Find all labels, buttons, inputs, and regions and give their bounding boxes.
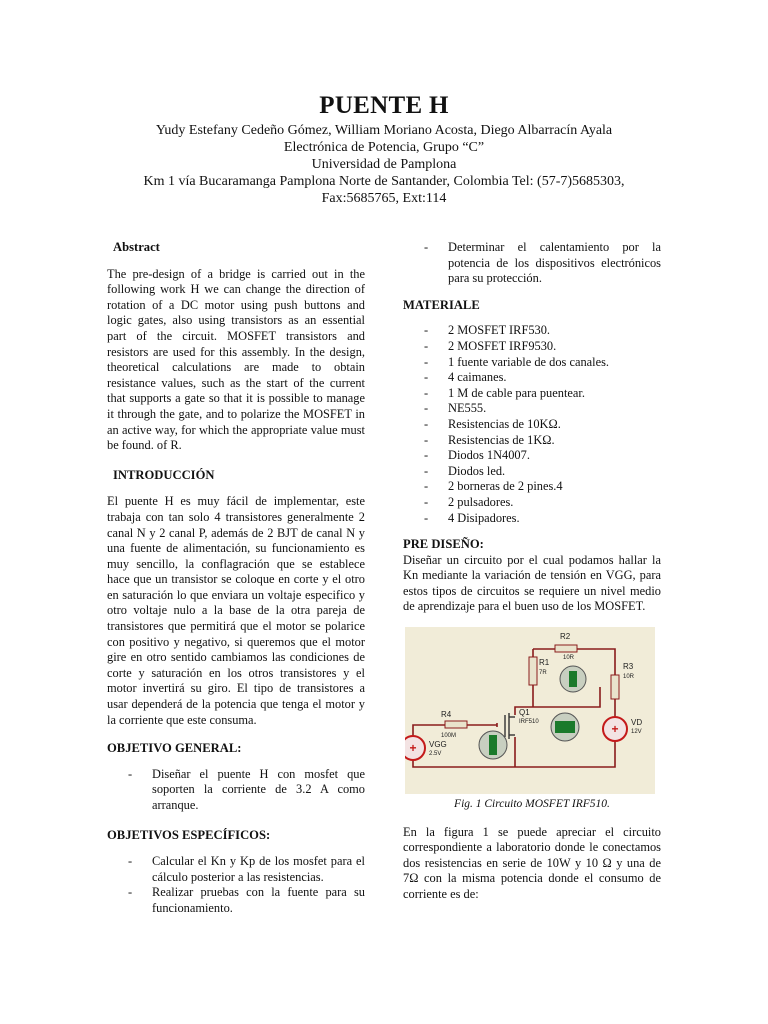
- label-vd-value: 12V: [631, 729, 642, 736]
- circuit-figure: [405, 627, 655, 794]
- resistor-r1: [529, 657, 537, 685]
- label-vgg: VGG: [429, 740, 447, 750]
- left-column: [107, 240, 365, 917]
- meter-2-display: [555, 721, 575, 733]
- list-item: - 4 Disipadores.: [403, 511, 661, 527]
- address-line-1: Km 1 vía Bucaramanga Pamplona Norte de Santander, Colombia Tel: (57-7)5685303,: [143, 174, 625, 189]
- meter-3-display: [489, 735, 497, 755]
- list-item: - 2 MOSFET IRF530.: [403, 323, 661, 339]
- list-item: - 4 caimanes.: [403, 370, 661, 386]
- list-item: - Determinar el calentamiento por la potencia de los dispositivos electrónicos para su protección.: [403, 240, 661, 287]
- list-item: - 2 pulsadores.: [403, 495, 661, 511]
- list-item: - 1 M de cable para puentear.: [403, 386, 661, 402]
- resistor-r2: [555, 645, 577, 652]
- label-r1: R1: [539, 658, 550, 668]
- closing-text: En la figura 1 se puede apreciar el circuito correspondiente a laboratorio donde le conectamos dos resistencias en serie de 10W y 10 Ω y una de 7Ω con la misma potencia donde el consumo de corriente es de:: [403, 824, 661, 902]
- resistor-r3: [611, 675, 619, 699]
- list-item: - Resistencias de 1KΩ.: [403, 433, 661, 449]
- list-item: - Diodos led.: [403, 464, 661, 480]
- list-item: - Diseñar el puente H con mosfet que soporten la corriente de 3.2 A como arranque.: [107, 767, 365, 814]
- materiales-list: [403, 323, 661, 526]
- label-r4: R4: [441, 710, 452, 720]
- list-item: - Realizar pruebas con la fuente para su funcionamiento.: [107, 885, 365, 916]
- pre-diseno-heading: PRE DISEÑO:: [403, 537, 484, 552]
- label-r1-value: 7R: [539, 670, 547, 677]
- label-r2-value: 10R: [563, 655, 575, 662]
- objetivos-especificos-heading: OBJETIVOS ESPECÍFICOS:: [107, 827, 271, 842]
- list-item: - 2 borneras de 2 pines.4: [403, 479, 661, 495]
- list-item: - Calcular el Kn y Kp de los mosfet para el cálculo posterior a las resistencias.: [107, 854, 365, 885]
- right-column: [403, 240, 661, 903]
- label-r3-value: 10R: [623, 674, 635, 681]
- abstract-text: The pre-design of a bridge is carried out in the following work H we can change the direction of rotation of a DC motor using push buttons and logic gates, also using transistors as an essential part of the circuit. MOSFET transistors and resistors are used for this assembly. In the design, theoretical calculations are made to obtain resistance values, such as the start of the current that supports a gate so that it is possible to manage it through the gate, and to polarize the MOSFET in an active way, for which the appropriate value must be found. of R.: [107, 266, 365, 453]
- abstract-heading: Abstract: [113, 240, 160, 254]
- university: Universidad de Pamplona: [311, 157, 457, 172]
- label-q1: Q1: [519, 708, 530, 718]
- label-vd: VD: [631, 718, 643, 728]
- label-q1-value: IRF510: [519, 719, 539, 726]
- meter-1-display: [569, 671, 577, 687]
- svg-text:+: +: [611, 722, 619, 737]
- svg-text:+: +: [409, 741, 417, 756]
- introduccion-text: El puente H es muy fácil de implementar, este trabaja con tan solo 4 transistores generalmente 2 canal N y 2 canal P, además de 2 BJT de canal N y una fuente de alimentación, su funcionamiento es muy sencillo, la conflagración que se establece hace que un transistor se coloque en corte y el otro en saturación lo que enviara un voltaje especifico y otro voltaje nulo a la base de la otra pareja de transistores que permitirá que el motor se polarice con positivo y negativo, si queremos que el motor gire en otro sentido cambiamos las condiciones de corte y saturación en los otros transistores y el motor invertirá su giro. El tipo de transistores a usar dependerá de la potencia que tenga el motor y la corriente que este consuma.: [107, 494, 365, 727]
- paper-title: PUENTE H: [319, 92, 449, 119]
- label-r3: R3: [623, 662, 634, 672]
- introduccion-heading: INTRODUCCIÓN: [113, 467, 215, 482]
- objetivo-general-list: [107, 767, 365, 814]
- circuit-schematic: [405, 627, 655, 794]
- list-item: - Diodos 1N4007.: [403, 448, 661, 464]
- list-item: - 1 fuente variable de dos canales.: [403, 355, 661, 371]
- label-vgg-value: 2.5V: [429, 751, 442, 758]
- list-item: - Resistencias de 10KΩ.: [403, 417, 661, 433]
- authors: Yudy Estefany Cedeño Gómez, William Moriano Acosta, Diego Albarracín Ayala: [155, 123, 613, 138]
- list-item: - NE555.: [403, 401, 661, 417]
- resistor-r4: [445, 721, 467, 728]
- objetivos-especificos-list: [107, 854, 365, 916]
- list-item: - 2 MOSFET IRF9530.: [403, 339, 661, 355]
- label-r2: R2: [560, 632, 571, 642]
- objetivos-especificos-list-cont: [403, 240, 661, 287]
- address-line-2: Fax:5685765, Ext:114: [321, 191, 447, 206]
- materiales-heading: MATERIALE: [403, 297, 480, 312]
- label-r4-value: 100M: [441, 733, 457, 740]
- figure-caption: Fig. 1 Circuito MOSFET IRF510.: [454, 798, 610, 811]
- objetivo-general-heading: OBJETIVO GENERAL:: [107, 741, 242, 756]
- course: Electrónica de Potencia, Grupo “C”: [283, 140, 485, 155]
- pre-diseno-text: Diseñar un circuito por el cual podamos hallar la Kn mediante la variación de tensión en VGG, para estos tipos de circuitos se requiere un nivel medio de aprendizaje para el buen uso de los MOSFET.: [403, 552, 661, 614]
